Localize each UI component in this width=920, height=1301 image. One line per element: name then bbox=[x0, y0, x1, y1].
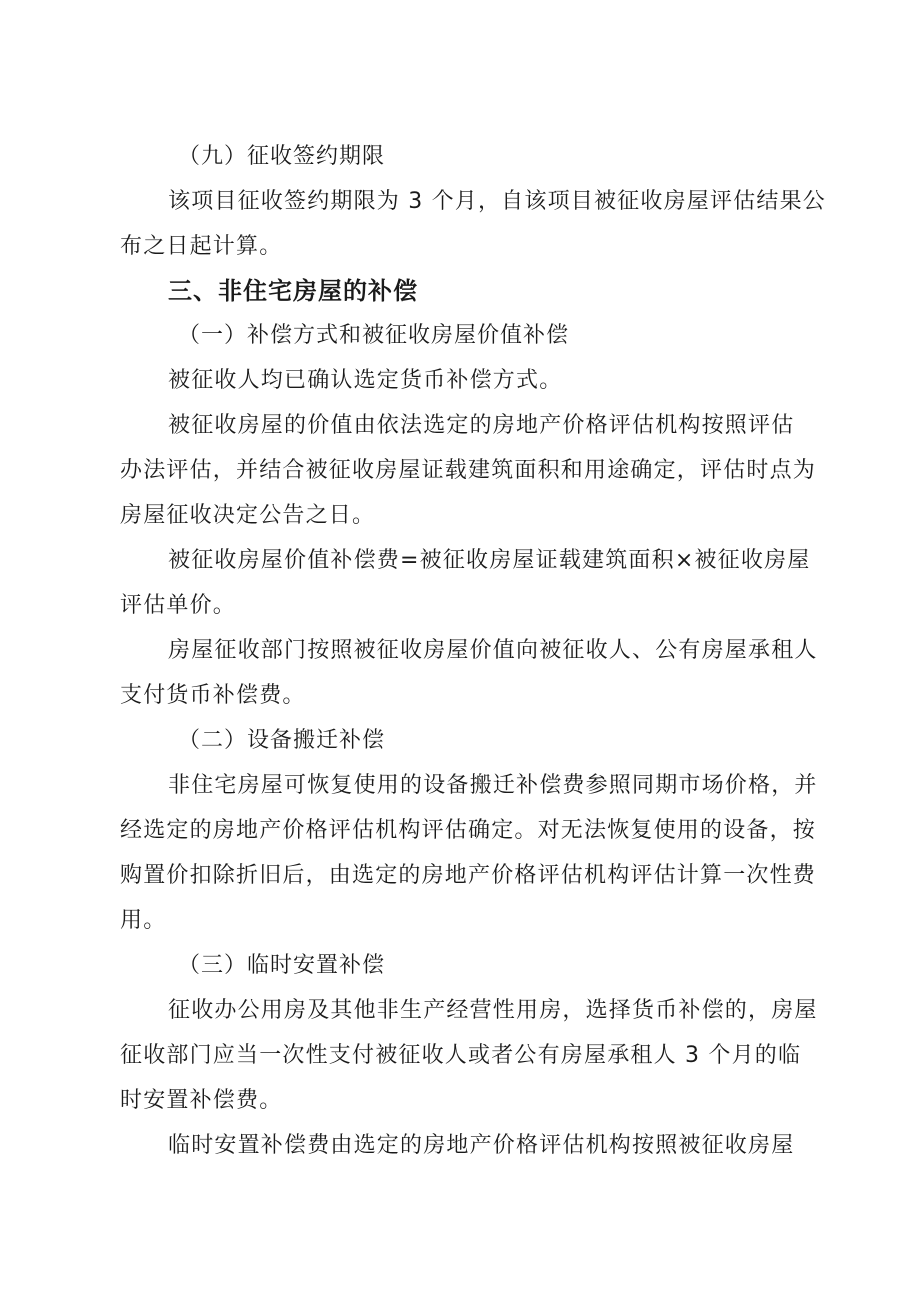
subsection-1-para-4-line-1: 房屋征收部门按照被征收房屋价值向被征收人、公有房屋承租人 bbox=[168, 638, 818, 663]
subsection-1-para-3-line-2: 评估单价。 bbox=[120, 593, 237, 618]
subsection-1-para-2-line-2: 办法评估，并结合被征收房屋证载建筑面积和用途确定，评估时点为 bbox=[120, 458, 817, 483]
subsection-1-para-2-line-1: 被征收房屋的价值由依法选定的房地产价格评估机构按照评估 bbox=[168, 413, 795, 438]
subsection-3-para-1-line-1: 征收办公用房及其他非生产经营性用房，选择货币补偿的，房屋 bbox=[168, 998, 818, 1023]
subsection-1-para-1: 被征收人均已确认选定货币补偿方式。 bbox=[168, 368, 563, 393]
section-9-title: （九）征收签约期限 bbox=[178, 144, 386, 169]
subsection-1-para-3-line-1: 被征收房屋价值补偿费=被征收房屋证载建筑面积×被征收房屋 bbox=[168, 548, 811, 573]
subsection-2-para-1-line-2: 经选定的房地产价格评估机构评估确定。对无法恢复使用的设备，按 bbox=[120, 818, 817, 843]
subsection-1-para-4-line-2: 支付货币补偿费。 bbox=[120, 683, 306, 708]
subsection-2-para-1-line-3: 购置价扣除折旧后，由选定的房地产价格评估机构评估计算一次性费 bbox=[120, 863, 817, 888]
section-3-heading: 三、非住宅房屋的补偿 bbox=[168, 277, 418, 305]
subsection-3-title: （三）临时安置补偿 bbox=[178, 953, 386, 978]
section-9-body-line-2: 布之日起计算。 bbox=[120, 234, 283, 259]
subsection-3-para-1-line-3: 时安置补偿费。 bbox=[120, 1088, 283, 1113]
section-9-body-line-1: 该项目征收签约期限为 3 个月，自该项目被征收房屋评估结果公 bbox=[168, 189, 826, 214]
subsection-3-para-2-line-1: 临时安置补偿费由选定的房地产价格评估机构按照被征收房屋 bbox=[168, 1133, 795, 1158]
subsection-1-para-2-line-3: 房屋征收决定公告之日。 bbox=[120, 503, 376, 528]
subsection-2-para-1-line-1: 非住宅房屋可恢复使用的设备搬迁补偿费参照同期市场价格，并 bbox=[168, 773, 818, 798]
subsection-2-para-1-line-4: 用。 bbox=[120, 908, 167, 933]
subsection-3-para-1-line-2: 征收部门应当一次性支付被征收人或者公有房屋承租人 3 个月的临 bbox=[120, 1043, 802, 1068]
subsection-2-title: （二）设备搬迁补偿 bbox=[178, 728, 386, 753]
subsection-1-title: （一）补偿方式和被征收房屋价值补偿 bbox=[178, 323, 570, 348]
